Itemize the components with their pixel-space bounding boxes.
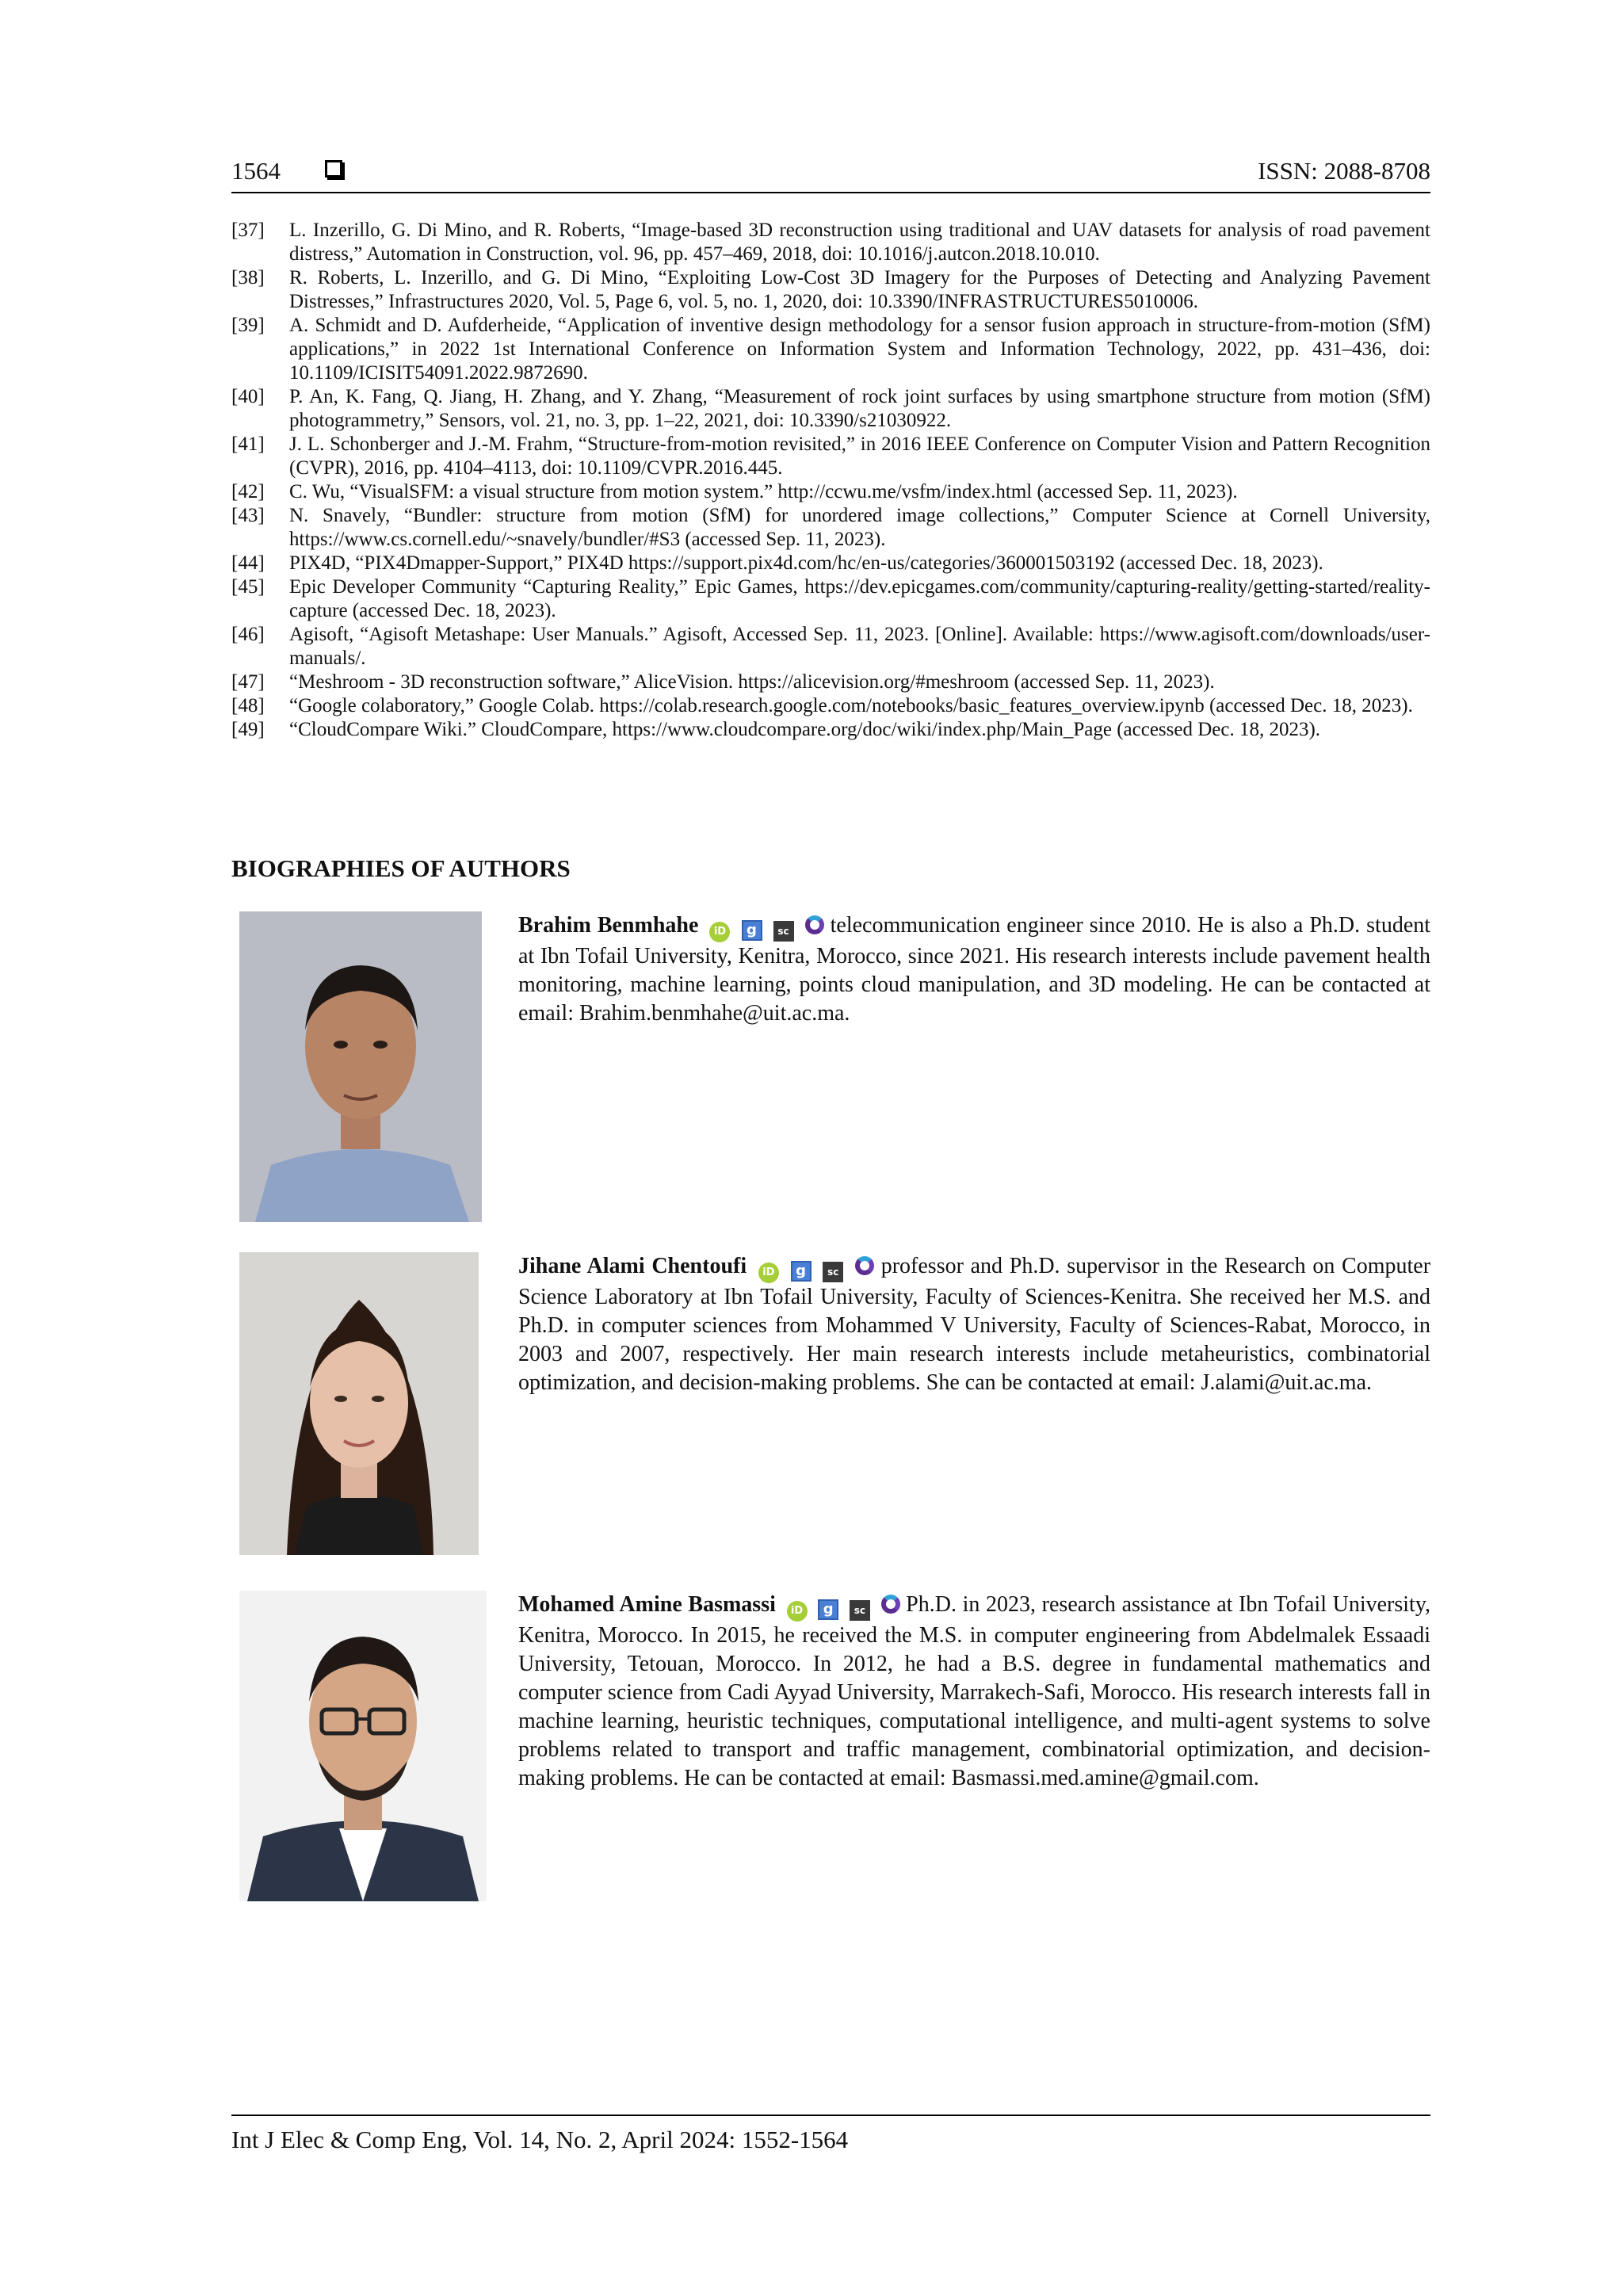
portrait-image	[239, 911, 482, 1222]
reference-number: [40]	[231, 386, 265, 407]
reference-item	[231, 433, 1430, 480]
reference-item	[231, 575, 1430, 623]
orcid-icon[interactable]: iD	[709, 922, 730, 942]
reference-text: “Meshroom - 3D reconstruction software,” AliceVision. https://alicevision.org/#meshroom (accessed Sep. 11, 2023).	[289, 671, 1215, 693]
google-scholar-icon[interactable]: g	[791, 1261, 812, 1282]
web-of-science-icon[interactable]	[881, 1595, 900, 1614]
reference-text: A. Schmidt and D. Aufderheide, “Application of inventive design methodology for a sensor fusion approach in structure-from-motion (SfM) applications,” in 2022 1st International Conference on Information System and Information Technology, 2022, pp. 431–436, doi: 10.1109/ICISIT54091.2022.9872690.	[289, 315, 1430, 384]
reference-list	[231, 219, 1430, 742]
google-scholar-icon[interactable]: g	[818, 1599, 838, 1620]
author-photo	[239, 1591, 487, 1901]
reference-number: [48]	[231, 695, 265, 716]
reference-text: J. L. Schonberger and J.-M. Frahm, “Structure-from-motion revisited,” in 2016 IEEE Conference on Computer Vision and Pattern Recognition (CVPR), 2016, pp. 4104–4113, doi: 10.1109/CVPR.2016.445.	[289, 434, 1430, 479]
web-of-science-icon[interactable]	[805, 915, 824, 934]
reference-number: [38]	[231, 267, 265, 288]
reference-number: [43]	[231, 505, 265, 526]
reference-text: C. Wu, “VisualSFM: a visual structure from motion system.” http://ccwu.me/vsfm/index.html (accessed Sep. 11, 2023).	[289, 481, 1238, 502]
reference-text: L. Inzerillo, G. Di Mino, and R. Roberts, “Image-based 3D reconstruction using traditional and UAV datasets for analysis of road pavement distress,” Automation in Construction, vol. 96, pp. 457–469, 2018, doi: 10.1016/j.autcon.2018.10.010.	[289, 220, 1430, 265]
author-bio-text	[518, 1252, 1430, 1397]
reference-item	[231, 718, 1430, 742]
page-header	[231, 155, 1430, 193]
portrait-image	[239, 1591, 487, 1901]
reference-item	[231, 385, 1430, 433]
author-bio-text	[518, 1591, 1430, 1793]
web-of-science-icon[interactable]	[855, 1256, 874, 1275]
google-scholar-icon[interactable]: g	[742, 920, 762, 941]
author-photo	[239, 1252, 479, 1555]
page-footer	[231, 2115, 1430, 2156]
square-bullet-icon	[325, 160, 342, 178]
reference-number: [41]	[231, 434, 265, 455]
journal-citation: Int J Elec & Comp Eng, Vol. 14, No. 2, April 2024: 1552-1564	[231, 2126, 849, 2153]
reference-text: Agisoft, “Agisoft Metashape: User Manuals.” Agisoft, Accessed Sep. 11, 2023. [Online]. Available: https://www.agisoft.com/downloads/user-manuals/.	[289, 624, 1430, 669]
reference-item	[231, 694, 1430, 718]
reference-number: [42]	[231, 481, 265, 502]
reference-item	[231, 670, 1430, 694]
reference-item	[231, 219, 1430, 266]
reference-item	[231, 266, 1430, 314]
scopus-icon[interactable]: sc	[773, 921, 794, 942]
author-name: Mohamed Amine Basmassi	[518, 1592, 776, 1617]
reference-item	[231, 504, 1430, 552]
portrait-image	[239, 1252, 479, 1555]
reference-text: “CloudCompare Wiki.” CloudCompare, https://www.cloudcompare.org/doc/wiki/index.php/Main_Page (accessed Dec. 18, 2023).	[289, 719, 1321, 740]
reference-number: [46]	[231, 624, 265, 645]
orcid-icon[interactable]: iD	[758, 1263, 779, 1283]
biographies-heading: BIOGRAPHIES OF AUTHORS	[231, 854, 571, 882]
reference-item	[231, 552, 1430, 575]
reference-item	[231, 480, 1430, 504]
page-number: 1564	[231, 157, 281, 185]
issn-label: ISSN: 2088-8708	[1258, 157, 1430, 185]
author-photo	[239, 911, 482, 1222]
author-name: Brahim Benmhahe	[518, 913, 699, 938]
reference-text: “Google colaboratory,” Google Colab. https://colab.research.google.com/notebooks/basic_features_overview.ipynb (accessed Dec. 18, 2023).	[289, 695, 1413, 716]
scopus-icon[interactable]: sc	[850, 1600, 870, 1621]
reference-text: PIX4D, “PIX4Dmapper-Support,” PIX4D https://support.pix4d.com/hc/en-us/categories/360001503192 (accessed Dec. 18, 2023).	[289, 552, 1323, 574]
reference-number: [49]	[231, 719, 265, 740]
reference-number: [39]	[231, 315, 265, 336]
reference-text: N. Snavely, “Bundler: structure from motion (SfM) for unordered image collections,” Computer Science at Cornell University, https://www.cs.cornell.edu/~snavely/bundler/#S3 (accessed Sep. 11, 2023).	[289, 505, 1430, 550]
author-bio-text	[518, 911, 1430, 1028]
author-description: telecommunication engineer since 2010. He is also a Ph.D. student at Ibn Tofail University, Kenitra, Morocco, since 2021. His research interests include pavement health monitoring, machine learning, points cloud manipulation, and 3D modeling. He can be contacted at email: Brahim.benmhahe@uit.ac.ma.	[518, 913, 1431, 1026]
author-description: professor and Ph.D. supervisor in the Research on Computer Science Laboratory at Ibn Tofail University, Faculty of Sciences-Kenitra. She received her M.S. and Ph.D. in computer sciences from Mohammed V University, Faculty of Sciences-Rabat, Morocco, in 2003 and 2007, respectively. Her main research interests include metaheuristics, combinatorial optimization, and decision-making problems. She can be contacted at email: J.alami@uit.ac.ma.	[518, 1254, 1431, 1395]
author-name: Jihane Alami Chentoufi	[518, 1254, 747, 1278]
reference-number: [37]	[231, 220, 265, 241]
reference-text: Epic Developer Community “Capturing Reality,” Epic Games, https://dev.epicgames.com/community/capturing-reality/getting-started/reality-capture (accessed Dec. 18, 2023).	[289, 576, 1430, 621]
reference-number: [45]	[231, 576, 265, 598]
reference-item	[231, 314, 1430, 385]
reference-number: [44]	[231, 552, 265, 574]
author-description: Ph.D. in 2023, research assistance at Ibn Tofail University, Kenitra, Morocco. In 2015, he received the M.S. in computer engineering from Abdelmalek Essaadi University, Tetouan, Morocco. In 2012, he had a B.S. degree in fundamental mathematics and computer science from Cadi Ayyad University, Marrakech-Safi, Morocco. His research interests fall in machine learning, heuristic techniques, computational intelligence, and multi-agent systems to solve problems related to transport and traffic management, combinatorial optimization, and decision-making problems. He can be contacted at email: Basmassi.med.amine@gmail.com.	[518, 1592, 1431, 1790]
reference-item	[231, 623, 1430, 670]
orcid-icon[interactable]: iD	[787, 1601, 808, 1622]
reference-number: [47]	[231, 671, 265, 693]
scopus-icon[interactable]: sc	[823, 1262, 843, 1282]
reference-text: R. Roberts, L. Inzerillo, and G. Di Mino, “Exploiting Low-Cost 3D Imagery for the Purposes of Detecting and Analyzing Pavement Distresses,” Infrastructures 2020, Vol. 5, Page 6, vol. 5, no. 1, 2020, doi: 10.3390/INFRASTRUCTURES5010006.	[289, 267, 1430, 312]
reference-text: P. An, K. Fang, Q. Jiang, H. Zhang, and Y. Zhang, “Measurement of rock joint surfaces by using smartphone structure from motion (SfM) photogrammetry,” Sensors, vol. 21, no. 3, pp. 1–22, 2021, doi: 10.3390/s21030922.	[289, 386, 1430, 431]
